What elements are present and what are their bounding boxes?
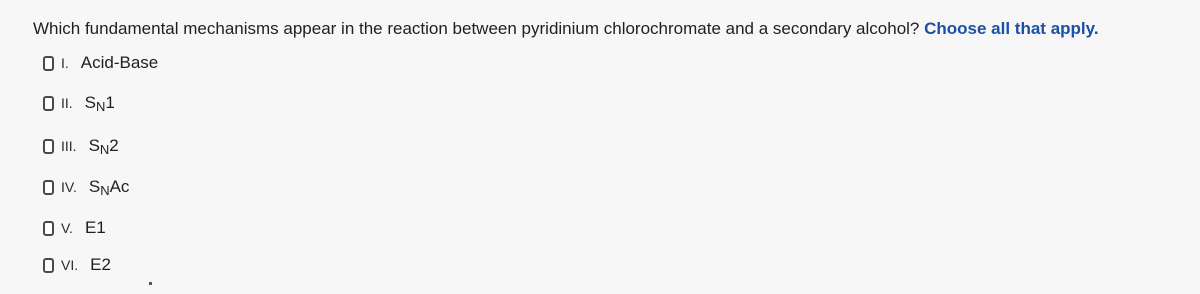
option-sn1[interactable] xyxy=(43,92,115,114)
option-label-subscript: N xyxy=(99,142,110,157)
option-label xyxy=(89,136,119,156)
checkbox-empty-icon[interactable] xyxy=(43,139,54,154)
option-label-tail: 2 xyxy=(109,136,119,155)
question-instruction: Choose all that apply. xyxy=(924,19,1099,38)
cursor-dot xyxy=(149,282,152,285)
option-numeral: V. xyxy=(61,220,73,236)
option-e1[interactable] xyxy=(43,217,106,239)
checkbox-empty-icon[interactable] xyxy=(43,258,54,273)
option-label: E1 xyxy=(84,218,106,237)
option-label-main: S xyxy=(88,177,101,196)
option-numeral: I. xyxy=(61,55,69,71)
checkbox-empty-icon[interactable] xyxy=(43,180,54,195)
question-prompt: Which fundamental mechanisms appear in the reaction between pyridinium chlorochromate and a secondary alcohol? xyxy=(33,19,920,38)
checkbox-empty-icon[interactable] xyxy=(43,56,54,71)
option-label-main: S xyxy=(88,136,100,155)
checkbox-empty-icon[interactable] xyxy=(43,221,54,236)
question-text xyxy=(33,18,1099,40)
option-snac[interactable] xyxy=(43,176,129,198)
option-acid-base[interactable] xyxy=(43,52,158,74)
option-numeral: IV. xyxy=(61,179,77,195)
option-label-tail: Ac xyxy=(109,177,130,196)
option-label-subscript: N xyxy=(100,183,110,198)
option-sn2[interactable] xyxy=(43,135,119,157)
option-numeral: II. xyxy=(61,95,73,111)
option-label-tail: 1 xyxy=(105,93,115,112)
option-label: E2 xyxy=(90,255,111,274)
option-label-main: S xyxy=(84,93,97,112)
option-numeral: VI. xyxy=(61,257,79,273)
option-label: Acid-Base xyxy=(80,53,159,72)
checkbox-empty-icon[interactable] xyxy=(43,96,54,111)
option-label-subscript: N xyxy=(96,99,106,114)
option-label xyxy=(85,93,115,113)
option-numeral: III. xyxy=(61,138,77,154)
option-label xyxy=(89,177,130,197)
option-e2[interactable] xyxy=(43,254,111,276)
